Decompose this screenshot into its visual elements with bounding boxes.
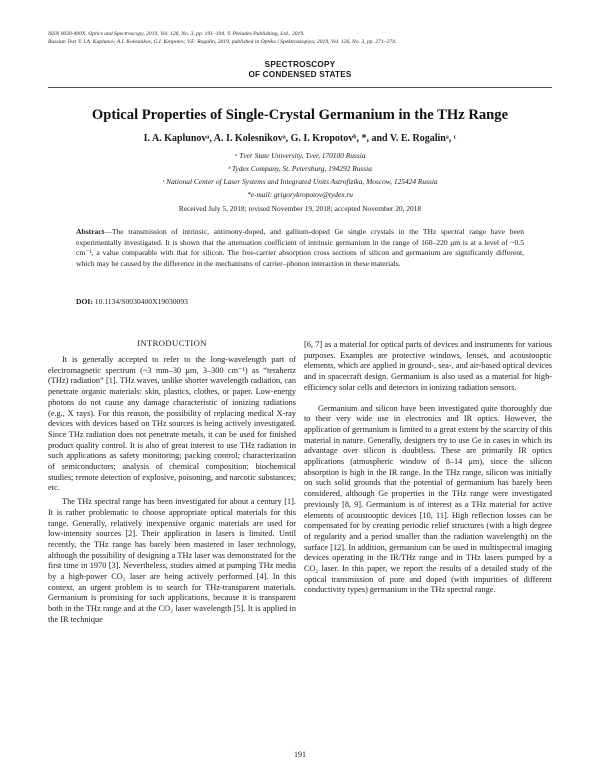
right-column	[304, 340, 552, 596]
received-dates: Received July 5, 2018; revised November 19, 2018; accepted November 20, 2018	[178, 204, 422, 213]
corresponding-email: *e-mail: grigorykropotov@tydex.ru	[247, 190, 353, 199]
paragraph: [6, 7] as a material for optical parts of devices and instruments for various purposes. Examples are protective windows, lenses, and acoustooptic elements, which are applied in ground-, sea-, and air-based optical devices and in spacecraft design. Germanium is also used as a material for high-efficiency solar cells and detectors in ionizing radiation sensors.	[304, 340, 552, 392]
authors: I. A. Kaplunovᵃ, A. I. Kolesnikovᵃ, G. I. Kropotovᵇ, *, and V. E. Rogalinᵃ, ᶜ	[143, 133, 457, 144]
abstract	[76, 227, 524, 269]
doi-link[interactable]: 10.1134/S0030400X19030093	[94, 297, 188, 306]
paragraph: It is generally accepted to refer to the long-wavelength part of electromagnetic spectrum (~3 mm–30 μm, 3–300 cm⁻¹) as “terahertz (THz) radiation” [1]. THz waves, unlike shorter wavelength radiation, can penetrate organic materials: skin, plastics, clothes, or paper. Low-energy photons do not cause any damage characteristic of ionizing radiations (e.g., X rays). For this reason, the possibility of replacing medical X-ray devices with devices based on THz sources is being actively investigated. Since THz radiation does not penetrate metals, it can be used for finished product quality control. It is also of great interest to use THz radiation in such applications as safety monitoring; packing control; characterization of semiconductors; analysis of chemical composition; biochemical studies; remote detection of explosive, poisoning, and narcotic substances; etc.	[48, 355, 296, 493]
header-divider	[48, 87, 552, 88]
article-title: Optical Properties of Single-Crystal Germanium in the THz Range	[91, 107, 509, 123]
section-title-line-2: OF CONDENSED STATES	[248, 70, 352, 79]
paragraph: The THz spectral range has been investigated for about a century [1]. It is rather problematic to choose appropriate optical materials for this range. Generally, relatively inexpensive organic materials are used for low-intensity sources [2]. Their application in lasers is limited. Until recently, the THz range has barely been mastered in laser technology, although the possibility of designing a THz laser was demonstrated for the first time in 1970 [3]. Nevertheless, studies aimed at pumping THz media by a high-power CO₂ laser are being actively performed [4]. In this context, an urgent problem is to search for THz-transparent materials. Germanium is promising for such applications, because it is transparent both in the THz range and at the CO₂ laser wavelength [5]. It is applied in the IR technique	[48, 497, 296, 624]
doi-label: DOI:	[76, 297, 93, 306]
doi	[76, 297, 188, 307]
abstract-text: —The transmission of intrinsic, antimony-doped, and gallium-doped Ge single crystals in the THz spectral range have been experimentally investigated. It is shown that the attenuation coefficient of intrinsic germanium in the range of 160–220 μm is at a level of ~0.5 cm⁻¹, a value comparable with that for silicon. The free-carrier absorption cross sections of silicon and germanium are significantly different, which may be caused by the difference in the mechanisms of carrier–phonon interaction in these materials.	[76, 227, 524, 268]
abstract-label: Abstract	[76, 227, 105, 236]
section-title-line-1: SPECTROSCOPY	[264, 60, 336, 69]
affiliation-a: ᵃ Tver State University, Tver, 170100 Russia	[234, 151, 366, 160]
left-column	[48, 338, 296, 626]
journal-header-line-2: Russian Text © I.A. Kaplunov, A.I. Kolesnikov, G.I. Kropotov, V.E. Rogalin, 2019, published in Optika i Spektroskopiya, 2019, Vol. 126, No. 3, pp. 271–274.	[48, 39, 397, 45]
introduction-heading: INTRODUCTION	[137, 338, 207, 348]
affiliation-b: ᵇ Tydex Company, St. Petersburg, 194292 Russia	[228, 164, 372, 173]
journal-header-line-1: ISSN 0030-400X, Optics and Spectroscopy, 2019, Vol. 126, No. 3, pp. 191–194. © Pleiades Publishing, Ltd., 2019.	[48, 31, 305, 37]
page-number: 191	[294, 750, 306, 759]
affiliation-c: ᶜ National Center of Laser Systems and Integrated Units Astrofizika, Moscow, 125424 Russia	[162, 177, 438, 186]
paragraph: Germanium and silicon have been investigated quite thoroughly due to their very wide use in electronics and IR optics. However, the application of germanium is limited to a great extent by the scarcity of this material in nature. Generally, designers try to use Ge in cases in which its advantage over silicon is doubtless. These are primarily IR optics applications (atmospheric window of 8–14 μm), since the silicon absorption is high in the IR range. In the THz range, silicon was initially on such solid grounds that the potential of germanium has barely been considered, although Ge properties in the THz range were investigated previously [8, 9]. Germanium is of interest as a THz material for active elements of acoustooptic devices [10, 11]. High reflection losses can be compensated for by creating periodic relief structures (with a high degree of regularity and a period smaller than the radiation wavelength) on the surface [12]. In addition, germanium can be used in multispectral imaging devices operating in the IR/THz range and in THz lasers pumped by a CO₂ laser. In this paper, we report the results of a detailed study of the optical transmission of pure and doped (with impurities of different conductivity types) germanium in the THz spectral range.	[304, 403, 552, 595]
